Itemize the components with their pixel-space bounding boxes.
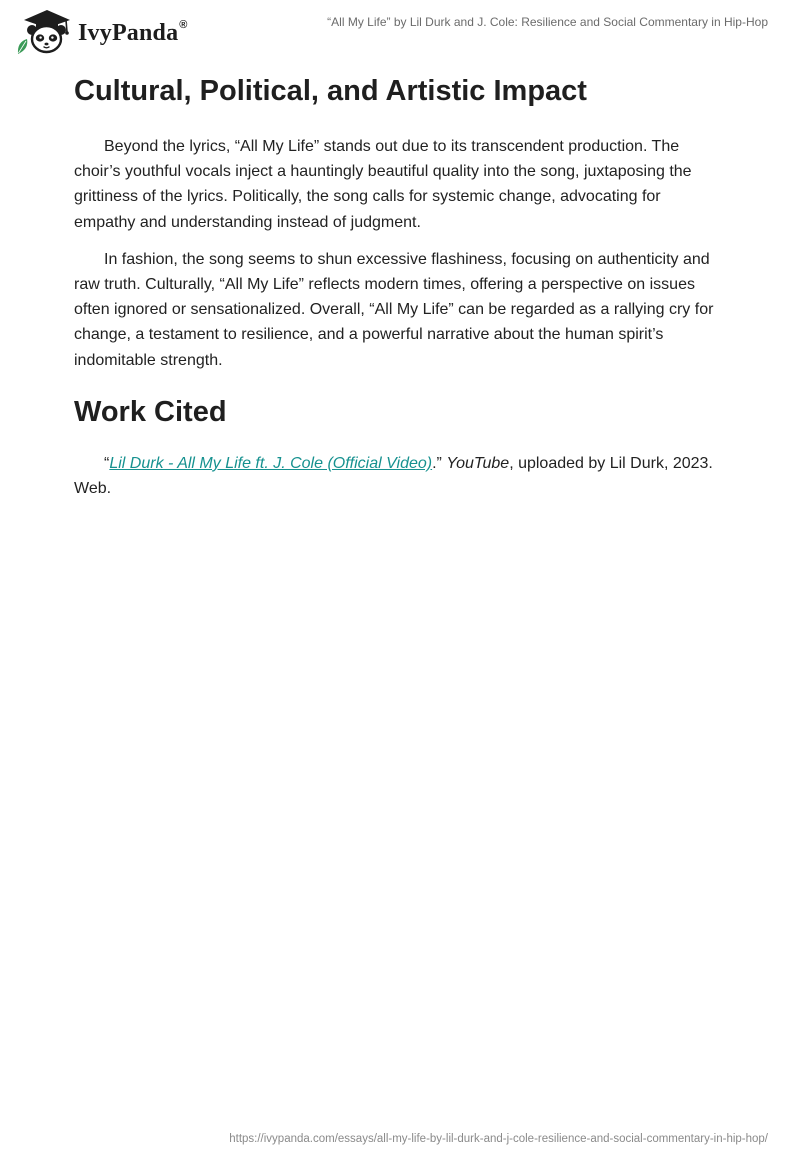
footer-url: https://ivypanda.com/essays/all-my-life-by-lil-durk-and-j-cole-resilience-and-social-commentary-in-hip-hop/ [229,1133,768,1145]
panda-graduate-icon [14,8,76,56]
section-heading-work-cited: Work Cited [74,395,227,428]
paragraph: In fashion, the song seems to shun excessive flashiness, focusing on authenticity and raw truth. Culturally, “All My Life” reflects modern times, offering a perspective on issues often ignored or sensationalized. Overall, “All My Life” can be regarded as a rallying cry for change, a testament to resilience, and a powerful narrative about the human spirit’s indomitable strength. [74,250,714,369]
citation-video-link[interactable]: Lil Durk - All My Life ft. J. Cole (Official Video) [109,454,433,472]
citation-open-quote: “ [104,454,110,472]
citation-after-link: .” [432,454,447,472]
page-header [0,0,800,64]
section-heading-impact: Cultural, Political, and Artistic Impact [74,75,587,107]
paragraph: Beyond the lyrics, “All My Life” stands out due to its transcendent production. The choir’s youthful vocals inject a hauntingly beautiful quality into the song, juxtaposing the grittiness of the lyrics. Politically, the song calls for systemic change, advocating for empathy and understanding instead of judgment. [74,138,692,231]
citation-source: YouTube [446,454,510,472]
registered-mark: ® [179,18,188,31]
ivypanda-logo[interactable] [14,8,188,56]
document-body [74,72,724,513]
logo-wordmark: IvyPanda® [78,18,188,46]
citation-entry [74,451,724,501]
running-title: “All My Life” by Lil Durk and J. Cole: Resilience and Social Commentary in Hip-Hop [327,15,768,29]
citation-details: , uploaded by Lil Durk, 2023. Web. [74,454,713,498]
